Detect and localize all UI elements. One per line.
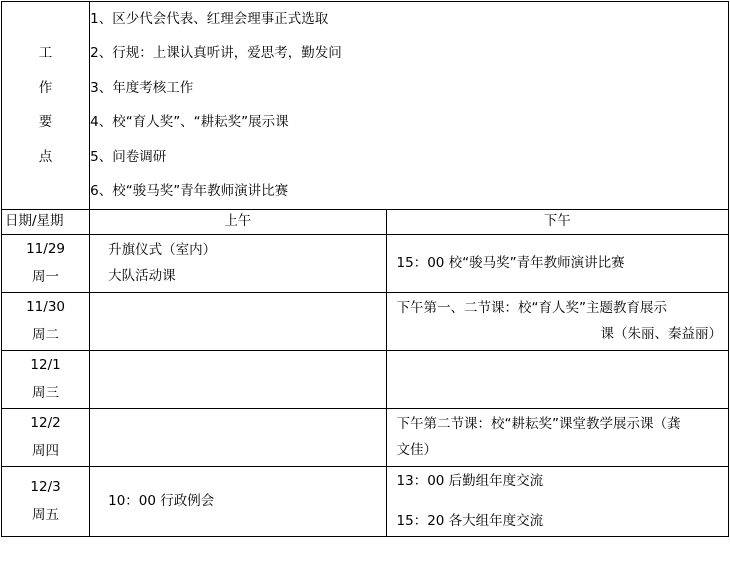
row-afternoon (386, 350, 728, 408)
row-afternoon (386, 234, 728, 292)
row-date (2, 408, 90, 466)
row-morning (90, 292, 386, 350)
row-date-value: 11/29 (26, 240, 65, 257)
table-row (2, 292, 729, 350)
row-date (2, 466, 90, 536)
header-date: 日期/星期 (2, 209, 90, 234)
table-row (2, 350, 729, 408)
work-point-item: 2、行规：上课认真听讲，爱思考，勤发问 (90, 45, 342, 62)
work-point-item: 4、校“育人奖”、“耕耘奖”展示课 (90, 114, 289, 131)
row-afternoon (386, 466, 728, 536)
work-points-label-char: 点 (38, 148, 53, 165)
work-points-list (90, 2, 729, 210)
row-afternoon-line: 13：00 后勤组年度交流 (396, 472, 544, 489)
row-afternoon-line: 15：20 各大组年度交流 (396, 513, 544, 530)
header-afternoon: 下午 (386, 209, 728, 234)
table-row (2, 234, 729, 292)
row-morning-line: 10：00 行政例会 (108, 492, 215, 509)
table-row (2, 408, 729, 466)
row-afternoon-line: 下午第二节课：校“耕耘奖”课堂教学展示课（龚 (396, 415, 681, 432)
row-date-value: 12/2 (30, 414, 61, 431)
row-afternoon-line: 文佳） (396, 442, 438, 459)
work-points-label (2, 2, 90, 210)
row-weekday-value: 周四 (32, 443, 60, 460)
row-weekday-value: 周二 (32, 327, 60, 344)
work-point-item: 3、年度考核工作 (90, 79, 194, 96)
work-points-label-char: 作 (38, 79, 53, 96)
schedule-table (1, 1, 729, 537)
work-point-item: 5、问卷调研 (90, 148, 167, 165)
row-date (2, 292, 90, 350)
work-points-label-char: 工 (38, 45, 53, 62)
work-points-row (2, 2, 729, 210)
row-morning-line: 升旗仪式（室内） (108, 241, 217, 258)
row-afternoon (386, 408, 728, 466)
row-weekday-value: 周三 (32, 385, 60, 402)
row-date-value: 12/3 (30, 478, 61, 495)
row-date (2, 234, 90, 292)
work-point-item: 1、区少代会代表、红理会理事正式选取 (90, 11, 329, 27)
row-morning (90, 234, 386, 292)
row-morning (90, 466, 386, 536)
row-morning (90, 350, 386, 408)
row-weekday-value: 周一 (32, 269, 60, 286)
row-afternoon-line: 课（朱丽、秦益丽） (600, 326, 722, 343)
work-point-item: 6、校“骏马奖”青年教师演讲比赛 (90, 183, 289, 200)
table-header-row (2, 209, 729, 234)
row-date-value: 11/30 (26, 298, 65, 315)
work-points-label-char: 要 (38, 114, 53, 131)
weekly-schedule-document (0, 1, 730, 566)
row-afternoon-line: 15：00 校“骏马奖”青年教师演讲比赛 (396, 254, 625, 271)
row-afternoon (386, 292, 728, 350)
header-morning: 上午 (90, 209, 386, 234)
row-morning-line: 大队活动课 (108, 268, 176, 285)
row-weekday-value: 周五 (32, 507, 60, 524)
row-morning (90, 408, 386, 466)
row-date-value: 12/1 (30, 356, 61, 373)
row-date (2, 350, 90, 408)
table-row (2, 466, 729, 536)
row-afternoon-line: 下午第一、二节课：校“育人奖”主题教育展示 (396, 299, 668, 316)
